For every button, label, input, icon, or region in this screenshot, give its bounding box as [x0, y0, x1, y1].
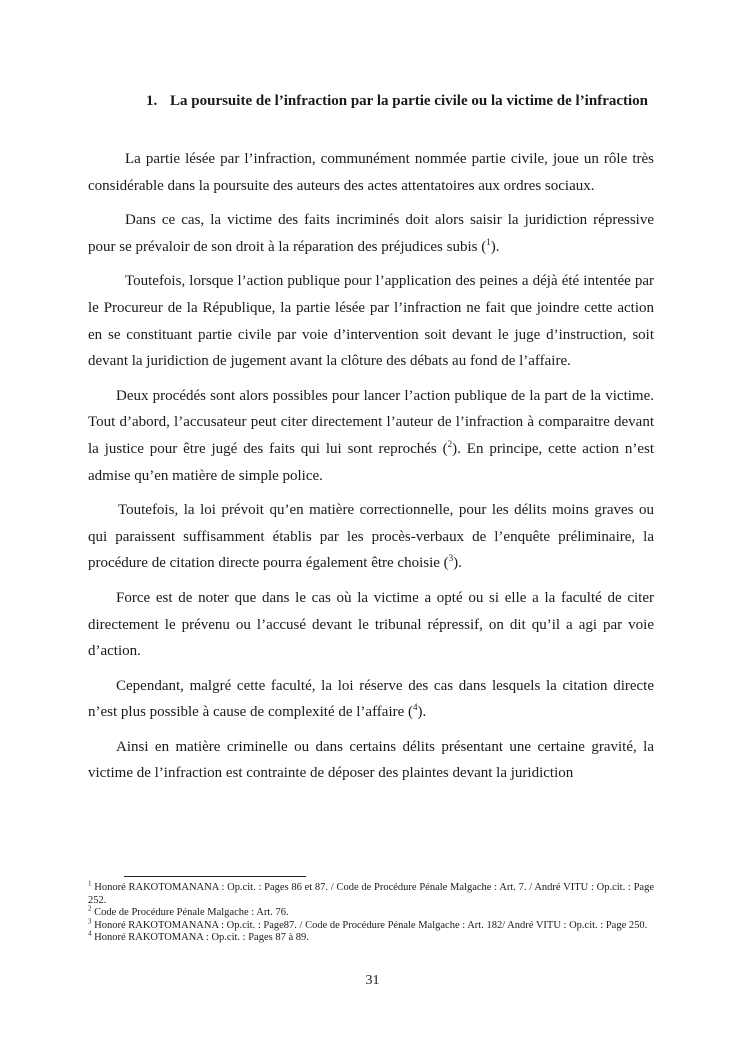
paragraph: Cependant, malgré cette faculté, la loi réserve des cas dans lesquels la citation directe n’est plus possible à cause de complexité de l’affaire ($^4$). — [88, 677, 654, 721]
paragraph: Deux procédés sont alors possibles pour lancer l’action publique de la part de la victime. Tout d’abord, l’accusateur peut citer directement l’auteur de l’infraction à comparaitre devant la justice pour être jugé des faits qui lui sont reprochés ($^2$). En principe, cette action n’est admise qu’en matière de simple police. — [88, 387, 655, 484]
paragraph: Force est de noter que dans le cas où la victime a opté ou si elle a la faculté de citer directement le prévenu ou l’accusé devant le tribunal répressif, on dit qu’il a agi par voie d’action. — [88, 589, 654, 660]
paragraph: Toutefois, la loi prévoit qu’en matière correctionnelle, pour les délits moins graves ou qui paraissent suffisamment établis par les procès-verbaux de l’enquête préliminaire, la procédure de citation directe pourra également être choisie ($^3$). — [88, 502, 654, 572]
page-number: 31 — [365, 973, 380, 988]
paragraph: Ainsi en matière criminelle ou dans certains délits présentant une certaine gravité, la victime de l’infraction est contrainte de déposer des plaintes devant la juridiction — [88, 738, 654, 782]
section-heading — [146, 88, 656, 115]
footnote-separator — [124, 876, 306, 877]
footnote-ref: 1 — [486, 236, 491, 247]
paragraph: Toutefois, lorsque l’action publique pour l’application des peines a déjà été intentée par le Procureur de la République, la partie lésée par l’infraction ne fait que joindre cette action en se constituant partie civile par voie d’intervention soit devant le juge d’instruction, soit devant la juridiction de jugement avant la clôture des débats au fond de l’affaire. — [88, 273, 654, 370]
paragraph: Dans ce cas, la victime des faits incriminés doit alors saisir la juridiction répressive pour se prévaloir de son droit à la réparation des préjudices subis ($^1$). — [88, 212, 654, 255]
section-title: La poursuite de l’infraction par la partie civile ou la victime de l’infraction — [170, 93, 649, 109]
section-number: 1. — [146, 93, 158, 109]
footnote-ref: 2 — [447, 438, 453, 449]
footnote: $^3$ Honoré RAKOTOMANANA : Op.cit. : Page87. / Code de Procédure Pénale Malgache : Art. 182/ André VITU : Op.cit. : Page 250. — [88, 917, 648, 931]
paragraph: La partie lésée par l’infraction, communément nommée partie civile, joue un rôle très considérable dans la poursuite des auteurs des actes attentatoires aux ordres sociaux. — [88, 151, 654, 194]
body-text — [88, 146, 654, 795]
footnote-ref: 4 — [413, 702, 418, 713]
footnote: $^1$ Honoré RAKOTOMANANA : Op.cit. : Pages 86 et 87. / Code de Procédure Pénale Malgache : Art. 7. / André VITU : Op.cit. : Page 252. — [88, 879, 655, 906]
footnote: $^2$ Code de Procédure Pénale Malgache : Art. 76. — [88, 904, 289, 919]
footnote-ref: 3 — [448, 553, 454, 564]
footnotes — [88, 879, 655, 945]
footnote: $^4$ Honoré RAKOTOMANA : Op.cit. : Pages 87 à 89. — [88, 929, 309, 944]
